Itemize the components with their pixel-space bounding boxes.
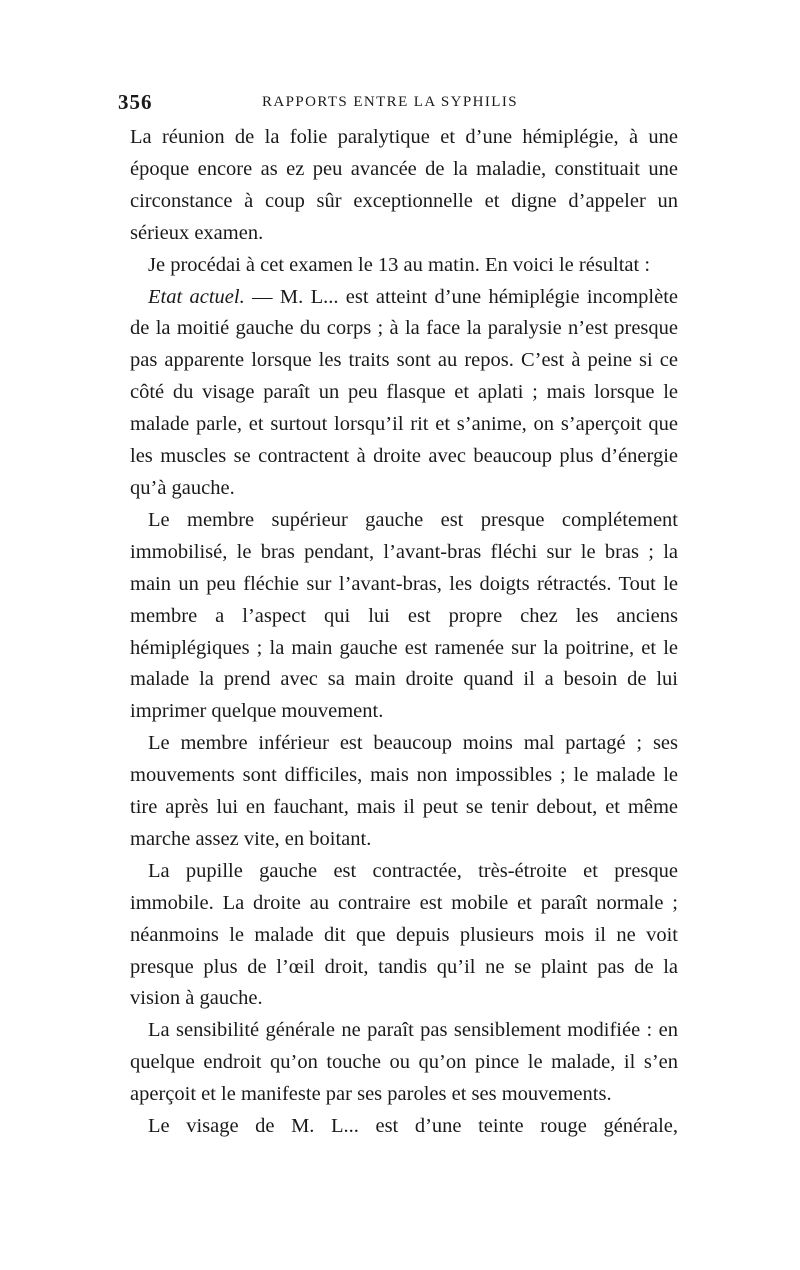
body-text [130,122,678,1143]
paragraph-text: Le membre supérieur gauche est presque complétement immobilisé, le bras pendant, l’avant-bras fléchi sur le bras ; la main un peu fléchie sur l’avant-bras, les doigts rétractés. Tout le membre a l’aspect qui lui est propre chez les anciens hémiplégiques ; la main gauche est ramenée sur la poitrine, et le malade la prend avec sa main droite quand il a besoin de lui imprimer quelque mouvement. [130,508,678,723]
paragraph [130,1111,678,1143]
paragraph [130,1015,678,1111]
paragraph [130,282,678,505]
paragraph-lead: Etat actuel. [148,285,245,308]
paragraph [130,250,678,282]
paragraph-text: La pupille gauche est contractée, très-étroite et presque immobile. La droite au contraire est mobile et paraît normale ; néanmoins le malade dit que depuis plusieurs mois il ne voit presque plus de l’œil droit, tandis qu’il ne se plaint pas de la vision à gauche. [130,859,678,1010]
page-number: 356 [118,90,153,114]
paragraph [130,505,678,728]
paragraph-text: — M. L... est atteint d’une hémiplégie incomplète de la moitié gauche du corps ; à la face la paralysie n’est presque pas apparente lorsque les traits sont au repos. C’est à peine si ce côté du visage paraît un peu flasque et aplati ; mais lorsque le malade parle, et surtout lorsqu’il rit et s’anime, on s’aperçoit que les muscles se contractent à droite avec beaucoup plus d’énergie qu’à gauche. [130,285,678,499]
paragraph-text: La sensibilité générale ne paraît pas sensiblement modifiée : en quelque endroit qu’on touche ou qu’on pince le malade, il s’en aperçoit et le manifeste par ses paroles et ses mouvements. [130,1019,678,1106]
paragraph-text: Je procédai à cet examen le 13 au matin. En voici le résultat : [148,253,651,276]
paragraph-text: Le membre inférieur est beaucoup moins mal partagé ; ses mouvements sont difficiles, mais non impossibles ; le malade le tire après lui en fauchant, mais il peut se tenir debout, et même marche assez vite, en boitant. [130,732,678,850]
page-header [118,90,680,120]
paragraph-text: La réunion de la folie paralytique et d’une hémiplégie, à une époque encore as ez peu avancée de la maladie, constituait une circonstance à coup sûr exceptionnelle et digne d’appeler un sérieux examen. [130,126,678,244]
paragraph [130,122,678,250]
running-title: RAPPORTS ENTRE LA SYPHILIS [262,94,518,110]
paragraph [130,856,678,1016]
paragraph [130,728,678,856]
paragraph-text: Le visage de M. L... est d’une teinte rouge générale, [148,1115,678,1138]
